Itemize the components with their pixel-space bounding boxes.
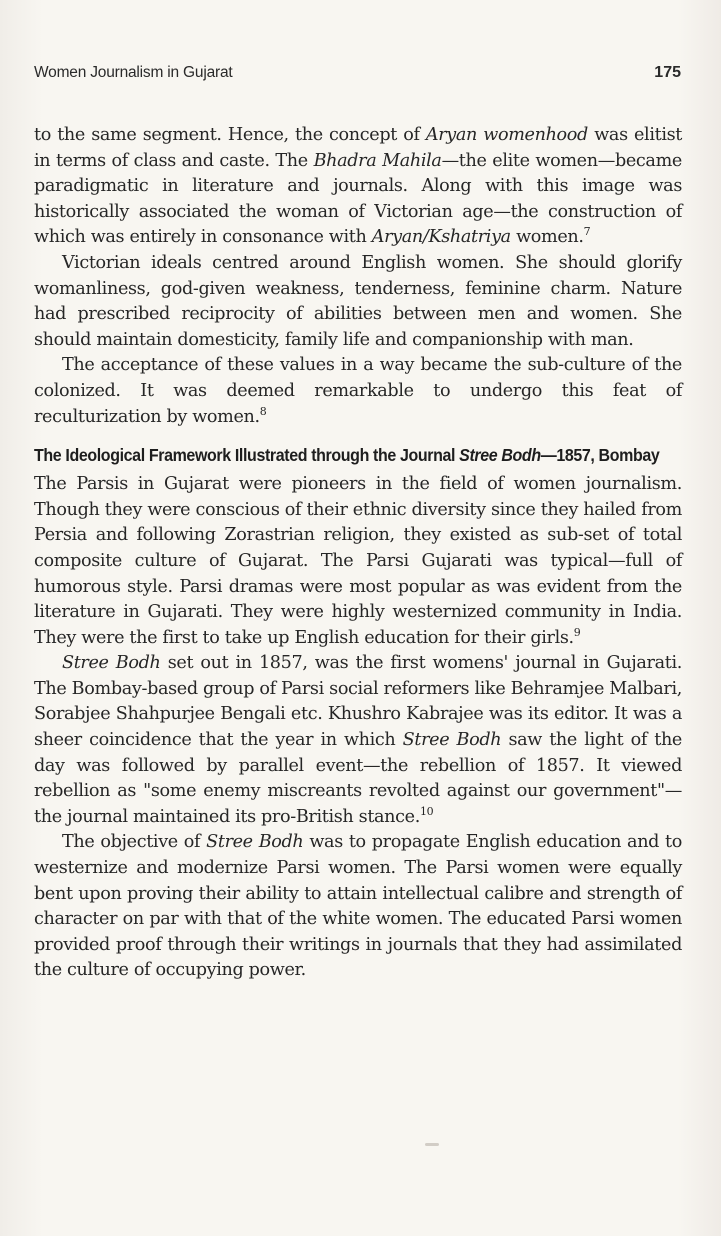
footnote-marker: 10 <box>419 804 434 818</box>
paragraph-6 <box>34 830 682 984</box>
paragraph-text: to the same segment. Hence, the concept of <box>34 125 426 145</box>
paragraph-text: The acceptance of these values in a way became the sub-culture of the colonized. It was deemed remarkable to undergo this feat of reculturization by women. <box>34 355 682 427</box>
paragraph-text: —the elite women—became paradigmatic in literature and journals. Along with this image was historically associated the woman of Victorian age—the construction of which was entirely in consonance with <box>34 150 682 248</box>
page-body <box>34 123 682 984</box>
paragraph-text: The Parsis in Gujarat were pioneers in the field of women journalism. Though they were conscious of their ethnic diversity since they hailed from Persia and following Zorastrian religion, they existed as sub-set of total composite culture of Gujarat. The Parsi Gujarati was typical—full of humorous style. Parsi dramas were most popular as was evident from the literature in Gujarati. They were highly westernized community in India. They were the first to take up English education for their girls. <box>34 474 682 648</box>
heading-italic: Stree Bodh <box>459 445 541 466</box>
heading-text: —1857, Bombay <box>540 445 660 466</box>
paragraph-1 <box>34 123 682 251</box>
paragraph-text: set out in 1857, was the first womens' journal in Gujarati. The Bombay-based group of Parsi social reformers like Behramjee Malbari, Sorabjee Shahpurjee Bengali etc. Khushro Kabrajee was its editor. It was a sheer coincidence that the year in which <box>34 653 682 751</box>
italic-term: Aryan/Kshatriya <box>371 227 511 248</box>
paragraph-text: saw the light of the day was followed by parallel event—the rebellion of 1857. It viewed rebellion as "some enemy miscreants revolted against our government"—the journal maintained its pro-British stance. <box>34 730 682 827</box>
paragraph-text: was to propagate English education and to westernize and modernize Parsi women. The Parsi women were equally bent upon proving their ability to attain intellectual calibre and strength of character on par with that of the white women. The educated Parsi women provided proof through their writings in journals that they had assimilated the culture of occupying power. <box>34 832 682 981</box>
italic-term: Bhadra Mahila <box>313 150 442 171</box>
section-heading <box>34 444 685 467</box>
italic-term: Stree Bodh <box>62 653 161 674</box>
italic-term: Aryan womenhood <box>425 125 588 145</box>
footnote-marker: 8 <box>259 404 267 418</box>
italic-term: Stree Bodh <box>402 730 502 751</box>
paragraph-text: was elitist in terms of class and caste. The <box>34 125 683 171</box>
paragraph-text: Victorian ideals centred around English women. She should glorify womanliness, god-given weakness, tenderness, feminine charm. Nature had prescribed reciprocity of abilities between men and women. She should maintain domesticity, family life and companionship with man. <box>34 252 682 350</box>
paragraph-text: women. <box>510 227 584 248</box>
paragraph-3 <box>34 353 682 430</box>
paragraph-text: The objective of <box>62 832 207 853</box>
footnote-marker: 9 <box>573 625 581 639</box>
paragraph-2 <box>34 251 682 353</box>
paragraph-5 <box>34 651 682 830</box>
print-smudge <box>425 1143 439 1146</box>
page-number: 175 <box>654 64 681 81</box>
footnote-marker: 7 <box>583 225 591 239</box>
italic-term: Stree Bodh <box>206 832 304 853</box>
paragraph-4 <box>34 472 682 651</box>
page-header <box>34 64 681 86</box>
running-title: Women Journalism in Gujarat <box>34 64 233 81</box>
heading-text: The Ideological Framework Illustrated through the Journal <box>34 445 460 466</box>
